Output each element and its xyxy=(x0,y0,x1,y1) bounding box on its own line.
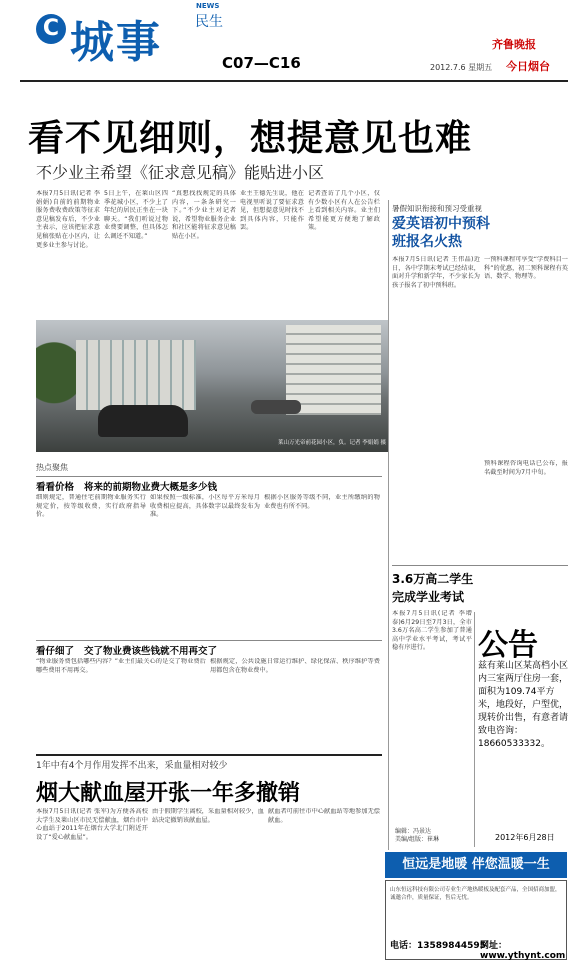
section-subtitle: 民生 xyxy=(195,14,223,30)
notice-date: 2012年6月28日 xyxy=(495,833,555,842)
hot-focus-label: 热点聚焦 xyxy=(36,463,68,472)
story4-kicker: 1年中有4个月作用发挥不出来，采血量相对较少 xyxy=(36,761,228,771)
section-logo-badge: C xyxy=(36,14,66,44)
photo-building xyxy=(76,340,196,410)
issue-date: 2012.7.6 星期五 xyxy=(430,63,493,72)
divider xyxy=(392,565,568,566)
lead-column-5: 记者查访了几个小区，仅有少数小区有人在公告栏上看到相关内容。业主们希望能更方便地了解政策。 xyxy=(308,190,380,232)
right1-kicker: 暑假知识衔接和预习受重视 xyxy=(392,204,482,213)
story2-headline: 将来的前期物业费大概是多少钱 xyxy=(84,482,218,493)
notice-body: 兹有莱山区某高档小区内三室两厅住房一套，面积为109.74平方米，地段好，户型优，现转价出售，有意者请致电咨询：18660533332。 xyxy=(478,661,569,749)
lead-column-2: 5日上午，在莱山区四季花城小区，不少上了年纪的居民正坐在一块聊天。“我们听说过物业费要调整，但具体怎么调还不知道。” xyxy=(104,190,168,240)
photo-car xyxy=(98,405,188,437)
right1-column-2: 一预科课程可享受“学费科目一科”的优惠，初二预科课程有英语、数学、物理等。 xyxy=(484,256,568,281)
story4-column-3: 献血者可前往市中心献血站等地参加无偿献血。 xyxy=(268,808,380,824)
right1-headline: 爱英语初中预科班报名火热 xyxy=(392,216,490,250)
right1-column-1: 本报7月5日讯(记者 王伟晶)近日，各中学期末考试已经结束，面对升学和新学年，不少家长为孩子报名了初中预科班。 xyxy=(392,256,480,289)
notice-rule xyxy=(474,612,475,847)
right2-body: 本报7月5日讯(记者 李增泰)6月29日至7月3日，全市3.6万名高二学生参加了普通高中学业水平考试，考试平稳有序进行。 xyxy=(392,610,472,652)
column-rule xyxy=(388,200,389,850)
story2-column-3: 根据小区服务等级不同，业主所缴纳的物业费也有所不同。 xyxy=(264,494,380,510)
story4-column-1: 本报7月5日讯(记者 张军)为方便各高校大学生及莱山区市民无偿献血，烟台市中心血站于2011年在烟台大学北门附近开设了“爱心献血屋”。 xyxy=(36,808,148,841)
story2-kicker: 看看价格 xyxy=(36,482,75,493)
lead-subheadline: 不少业主希望《征求意见稿》能贴进小区 xyxy=(36,163,325,182)
brand-edition: 今日烟台 xyxy=(506,60,550,73)
story3-headline: 交了物业费该些钱就不用再交了 xyxy=(84,646,218,657)
right1-column-3: 预科课程咨询电话已公布，报名截至时间为7月中旬。 xyxy=(484,460,568,476)
lead-headline: 看不见细则，想提意见也难 xyxy=(28,117,473,159)
story4-column-2: 由于假期学生离校，采血量相对较少，血站决定撤销该献血屋。 xyxy=(152,808,264,824)
divider xyxy=(36,476,382,477)
story2-column-1: 细则规定，普通住宅前期物业服务实行规定价，按等级收费，实行政府指导价。 xyxy=(36,494,146,519)
notice-title: 公告 xyxy=(478,628,538,663)
story3-kicker: 看仔细了 xyxy=(36,646,75,657)
divider xyxy=(36,640,382,641)
ad-url: 网址：www.ythynt.com xyxy=(480,941,566,961)
divider xyxy=(36,754,382,756)
lead-column-1: 本报7月5日讯(记者 李娟娟)自前的前期物业服务费收费政策等征求意见稿发布后，不少业主表示，应该把征求意见稿张贴在小区内，让更多业主参与讨论。 xyxy=(36,190,100,249)
story2-column-2: 如果按照一级标准，小区每平方米每月收费相应提高，具体数字以最终发布为准。 xyxy=(150,494,260,519)
section-title: 城事 xyxy=(70,17,162,68)
photo-car xyxy=(251,400,301,414)
lead-photo xyxy=(36,320,388,452)
ad-body: 山东恒远科技有限公司专业生产地热暖板及配套产品，全国招商加盟，诚邀合作，质量保证，售后无忧。 xyxy=(390,887,561,901)
photo-building xyxy=(286,325,381,415)
right2-headline: 3.6万高二学生完成学业考试 xyxy=(392,572,474,604)
lead-column-3: “真想找找规定的具体内容，一条条研究一下。”不少业主对记者说，希望物业服务企业和社区能将征求意见稿贴在小区。 xyxy=(172,190,236,240)
lead-column-4: 业主王德先生说，他在电视里听说了要征求意见，但想提意见时找不到具体内容，只能作罢。 xyxy=(240,190,304,232)
photo-caption: 莱山万光帝前花园小区，负。记者 李娟娟 摄 xyxy=(278,440,386,446)
brand-logo: 齐鲁晚报 xyxy=(492,38,536,51)
story3-column-2: 根据规定，公共设施日常运行维护、绿化保洁、秩序维护等费用都包含在物业费中。 xyxy=(210,658,380,674)
editor-credit: 编辑：冯景达 美编/组版：崔琳 xyxy=(395,828,440,843)
header-rule xyxy=(20,80,568,82)
news-label: NEWS xyxy=(196,2,220,10)
story4-headline: 烟大献血屋开张一年多撤销 xyxy=(36,780,301,806)
ad-banner: 恒远是地暖 伴您温暖一生 xyxy=(385,852,567,878)
story3-column-1: “物业服务费包括哪些内容？”业主们最关心的是交了物业费后哪些费用不用再交。 xyxy=(36,658,206,674)
ad-phone: 电话：13589844595 xyxy=(390,941,486,951)
page-range: C07—C16 xyxy=(222,54,301,72)
